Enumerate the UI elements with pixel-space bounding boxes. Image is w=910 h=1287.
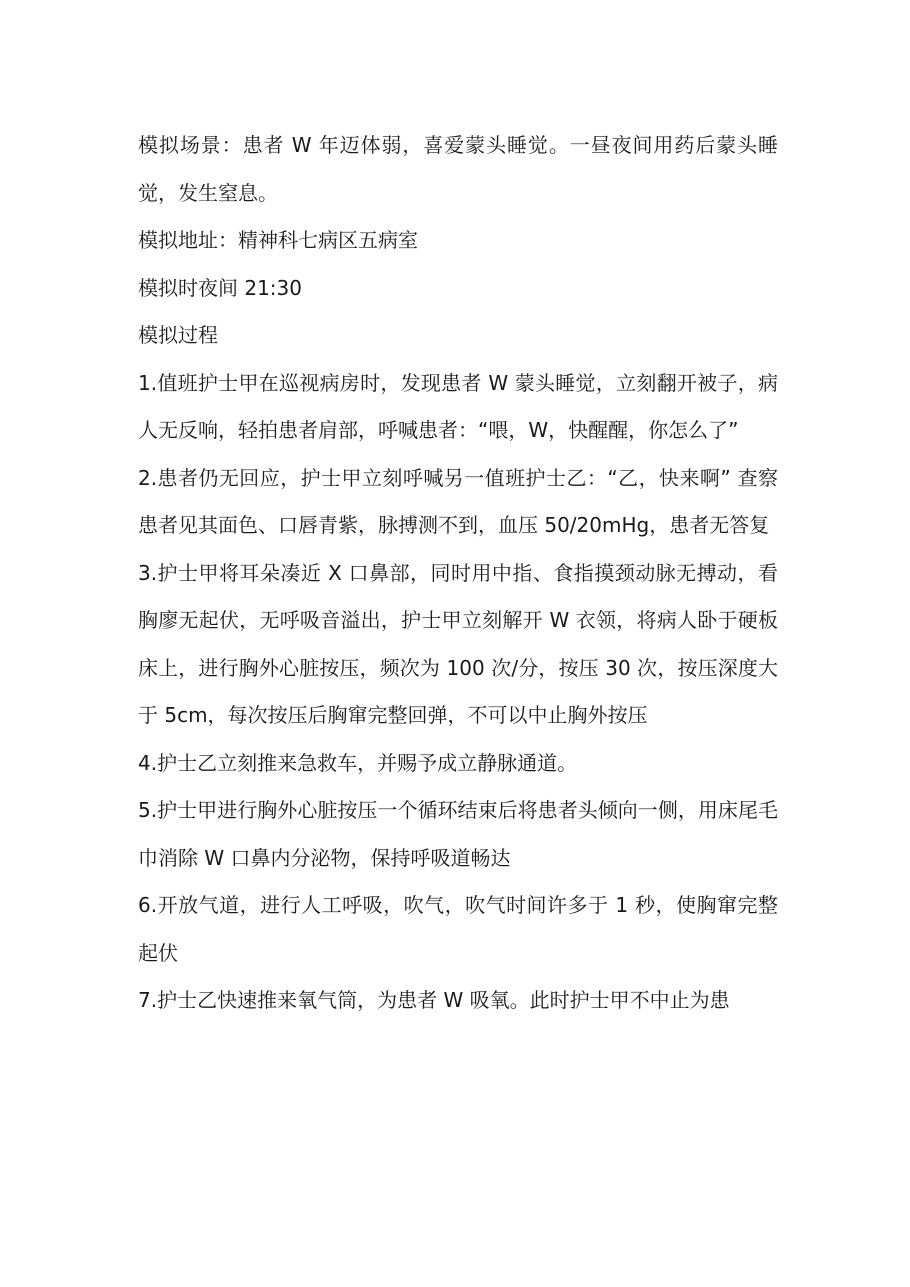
time-paragraph: 模拟时夜间 21:30 (138, 275, 302, 300)
scenario-paragraph: 模拟场景：患者 W 年迈体弱，喜爱蒙头睡觉。一昼夜间用药后蒙头睡觉，发生窒息。 (138, 133, 778, 205)
step-5-paragraph: 5.护士甲进行胸外心脏按压一个循环结束后将患者头倾向一侧，用床尾毛巾消除 W 口鼻内分泌物，保持呼吸道畅达 (138, 798, 778, 870)
process-heading: 模拟过程 (138, 323, 218, 347)
step-3-paragraph: 3.护士甲将耳朵凑近 X 口鼻部，同时用中指、食指摸颈动脉无搏动，看胸廖无起伏，无呼吸音溢出，护士甲立刻解开 W 衣领，将病人卧于硬板床上，进行胸外心脏按压，频次为 100 次/分，按压 30 次，按压深度大于 5cm，每次按压后胸窜完整回弹，不可以中止胸外按压 (138, 560, 778, 727)
document-body (138, 122, 778, 1025)
step-2-paragraph: 2.患者仍无回应，护士甲立刻呼喊另一值班护士乙：“乙，快来啊” 查察患者见其面色、口唇青紫，脉搏测不到，血压 50/20mHg，患者无答复 (138, 465, 778, 537)
location-paragraph: 模拟地址：精神科七病区五病室 (138, 228, 418, 252)
step-7-paragraph: 7.护士乙快速推来氧气筒，为患者 W 吸氧。此时护士甲不中止为患 (138, 988, 730, 1012)
step-6-paragraph: 6.开放气道，进行人工呼吸，吹气，吹气时间许多于 1 秒，使胸窜完整起伏 (138, 893, 778, 965)
step-1-paragraph: 1.值班护士甲在巡视病房时，发现患者 W 蒙头睡觉，立刻翻开被子，病人无反响，轻拍患者肩部，呼喊患者：“喂，W，快醒醒，你怎么了” (138, 370, 778, 442)
step-4-paragraph: 4.护士乙立刻推来急救车，并赐予成立静脉通道。 (138, 750, 578, 775)
